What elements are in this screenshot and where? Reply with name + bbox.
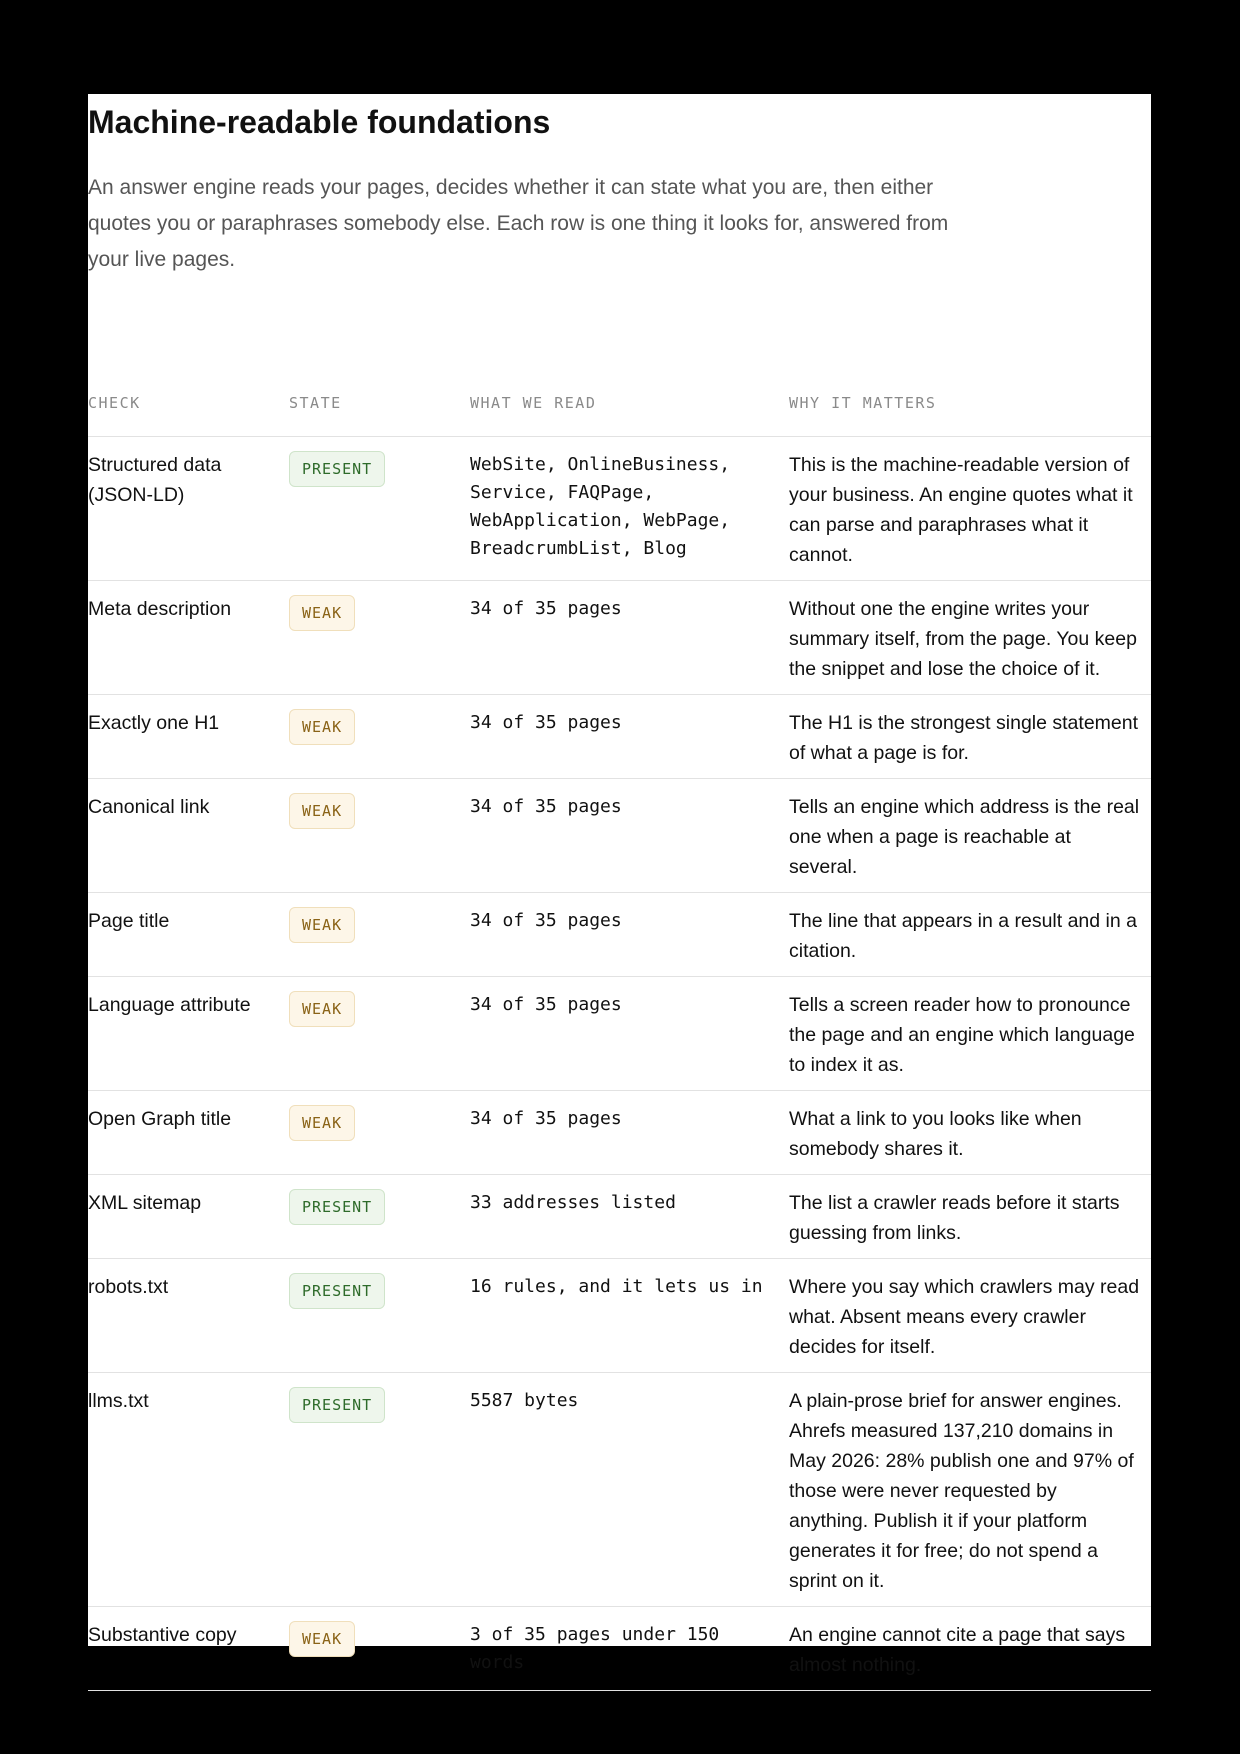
check-name: Page title bbox=[88, 893, 289, 977]
column-header-why-it-matters: WHY IT MATTERS bbox=[789, 394, 1151, 437]
column-header-what-we-read: WHAT WE READ bbox=[470, 394, 789, 437]
report-page bbox=[88, 94, 1151, 1676]
table-row bbox=[88, 1259, 1151, 1373]
table-row bbox=[88, 1373, 1151, 1607]
check-name: robots.txt bbox=[88, 1259, 289, 1373]
status-badge: WEAK bbox=[289, 907, 355, 943]
read-value: WebSite, OnlineBusiness, Service, FAQPage, WebApplication, WebPage, BreadcrumbList, Blog bbox=[470, 437, 789, 581]
check-name: Structured data (JSON-LD) bbox=[88, 437, 289, 581]
table-row bbox=[88, 437, 1151, 581]
read-value: 33 addresses listed bbox=[470, 1175, 789, 1259]
column-header-check: CHECK bbox=[88, 394, 289, 437]
section-intro: An answer engine reads your pages, decides whether it can state what you are, then either quotes you or paraphrases somebody else. Each row is one thing it looks for, answered from your live pages. bbox=[88, 176, 949, 271]
why-text: The line that appears in a result and in a citation. bbox=[789, 893, 1151, 977]
table-row bbox=[88, 779, 1151, 893]
section-title: Machine-readable foundations bbox=[88, 104, 551, 140]
status-badge: WEAK bbox=[289, 595, 355, 631]
why-text: Where you say which crawlers may read what. Absent means every crawler decides for itself. bbox=[789, 1259, 1151, 1373]
why-text: An engine cannot cite a page that says almost nothing. bbox=[789, 1607, 1151, 1691]
why-text: Without one the engine writes your summary itself, from the page. You keep the snippet and lose the choice of it. bbox=[789, 581, 1151, 695]
table-row bbox=[88, 977, 1151, 1091]
check-name: Canonical link bbox=[88, 779, 289, 893]
why-text: The list a crawler reads before it starts guessing from links. bbox=[789, 1175, 1151, 1259]
status-badge: WEAK bbox=[289, 793, 355, 829]
status-badge: PRESENT bbox=[289, 451, 385, 487]
check-name: Meta description bbox=[88, 581, 289, 695]
check-name: Exactly one H1 bbox=[88, 695, 289, 779]
status-badge: WEAK bbox=[289, 1105, 355, 1141]
check-name: XML sitemap bbox=[88, 1175, 289, 1259]
check-name: Open Graph title bbox=[88, 1091, 289, 1175]
status-badge: PRESENT bbox=[289, 1189, 385, 1225]
status-badge: WEAK bbox=[289, 991, 355, 1027]
read-value: 34 of 35 pages bbox=[470, 977, 789, 1091]
foundations-table bbox=[88, 394, 1151, 1691]
check-name: Substantive copy bbox=[88, 1607, 289, 1691]
why-text: The H1 is the strongest single statement of what a page is for. bbox=[789, 695, 1151, 779]
status-badge: PRESENT bbox=[289, 1387, 385, 1423]
table-row bbox=[88, 893, 1151, 977]
read-value: 34 of 35 pages bbox=[470, 1091, 789, 1175]
read-value: 16 rules, and it lets us in bbox=[470, 1259, 789, 1373]
read-value: 34 of 35 pages bbox=[470, 581, 789, 695]
read-value: 34 of 35 pages bbox=[470, 893, 789, 977]
table-row bbox=[88, 695, 1151, 779]
why-text: Tells an engine which address is the real one when a page is reachable at several. bbox=[789, 779, 1151, 893]
why-text: What a link to you looks like when somebody shares it. bbox=[789, 1091, 1151, 1175]
check-name: Language attribute bbox=[88, 977, 289, 1091]
read-value: 34 of 35 pages bbox=[470, 779, 789, 893]
table-row bbox=[88, 1175, 1151, 1259]
read-value: 34 of 35 pages bbox=[470, 695, 789, 779]
table-row bbox=[88, 581, 1151, 695]
read-value: 5587 bytes bbox=[470, 1373, 789, 1607]
table-row bbox=[88, 1091, 1151, 1175]
table-row bbox=[88, 1607, 1151, 1691]
status-badge: PRESENT bbox=[289, 1273, 385, 1309]
why-text: This is the machine-readable version of your business. An engine quotes what it can parse and paraphrases what it cannot. bbox=[789, 437, 1151, 581]
check-name: llms.txt bbox=[88, 1373, 289, 1607]
table-header-row bbox=[88, 394, 1151, 437]
status-badge: WEAK bbox=[289, 1621, 355, 1657]
column-header-state: STATE bbox=[289, 394, 470, 437]
read-value: 3 of 35 pages under 150 words bbox=[470, 1607, 789, 1691]
why-text: Tells a screen reader how to pronounce the page and an engine which language to index it as. bbox=[789, 977, 1151, 1091]
why-text: A plain-prose brief for answer engines. Ahrefs measured 137,210 domains in May 2026: 28% publish one and 97% of those were never requested by anything. Publish it if your platform generates it for free; do not spend a sprint on it. bbox=[789, 1373, 1151, 1607]
status-badge: WEAK bbox=[289, 709, 355, 745]
